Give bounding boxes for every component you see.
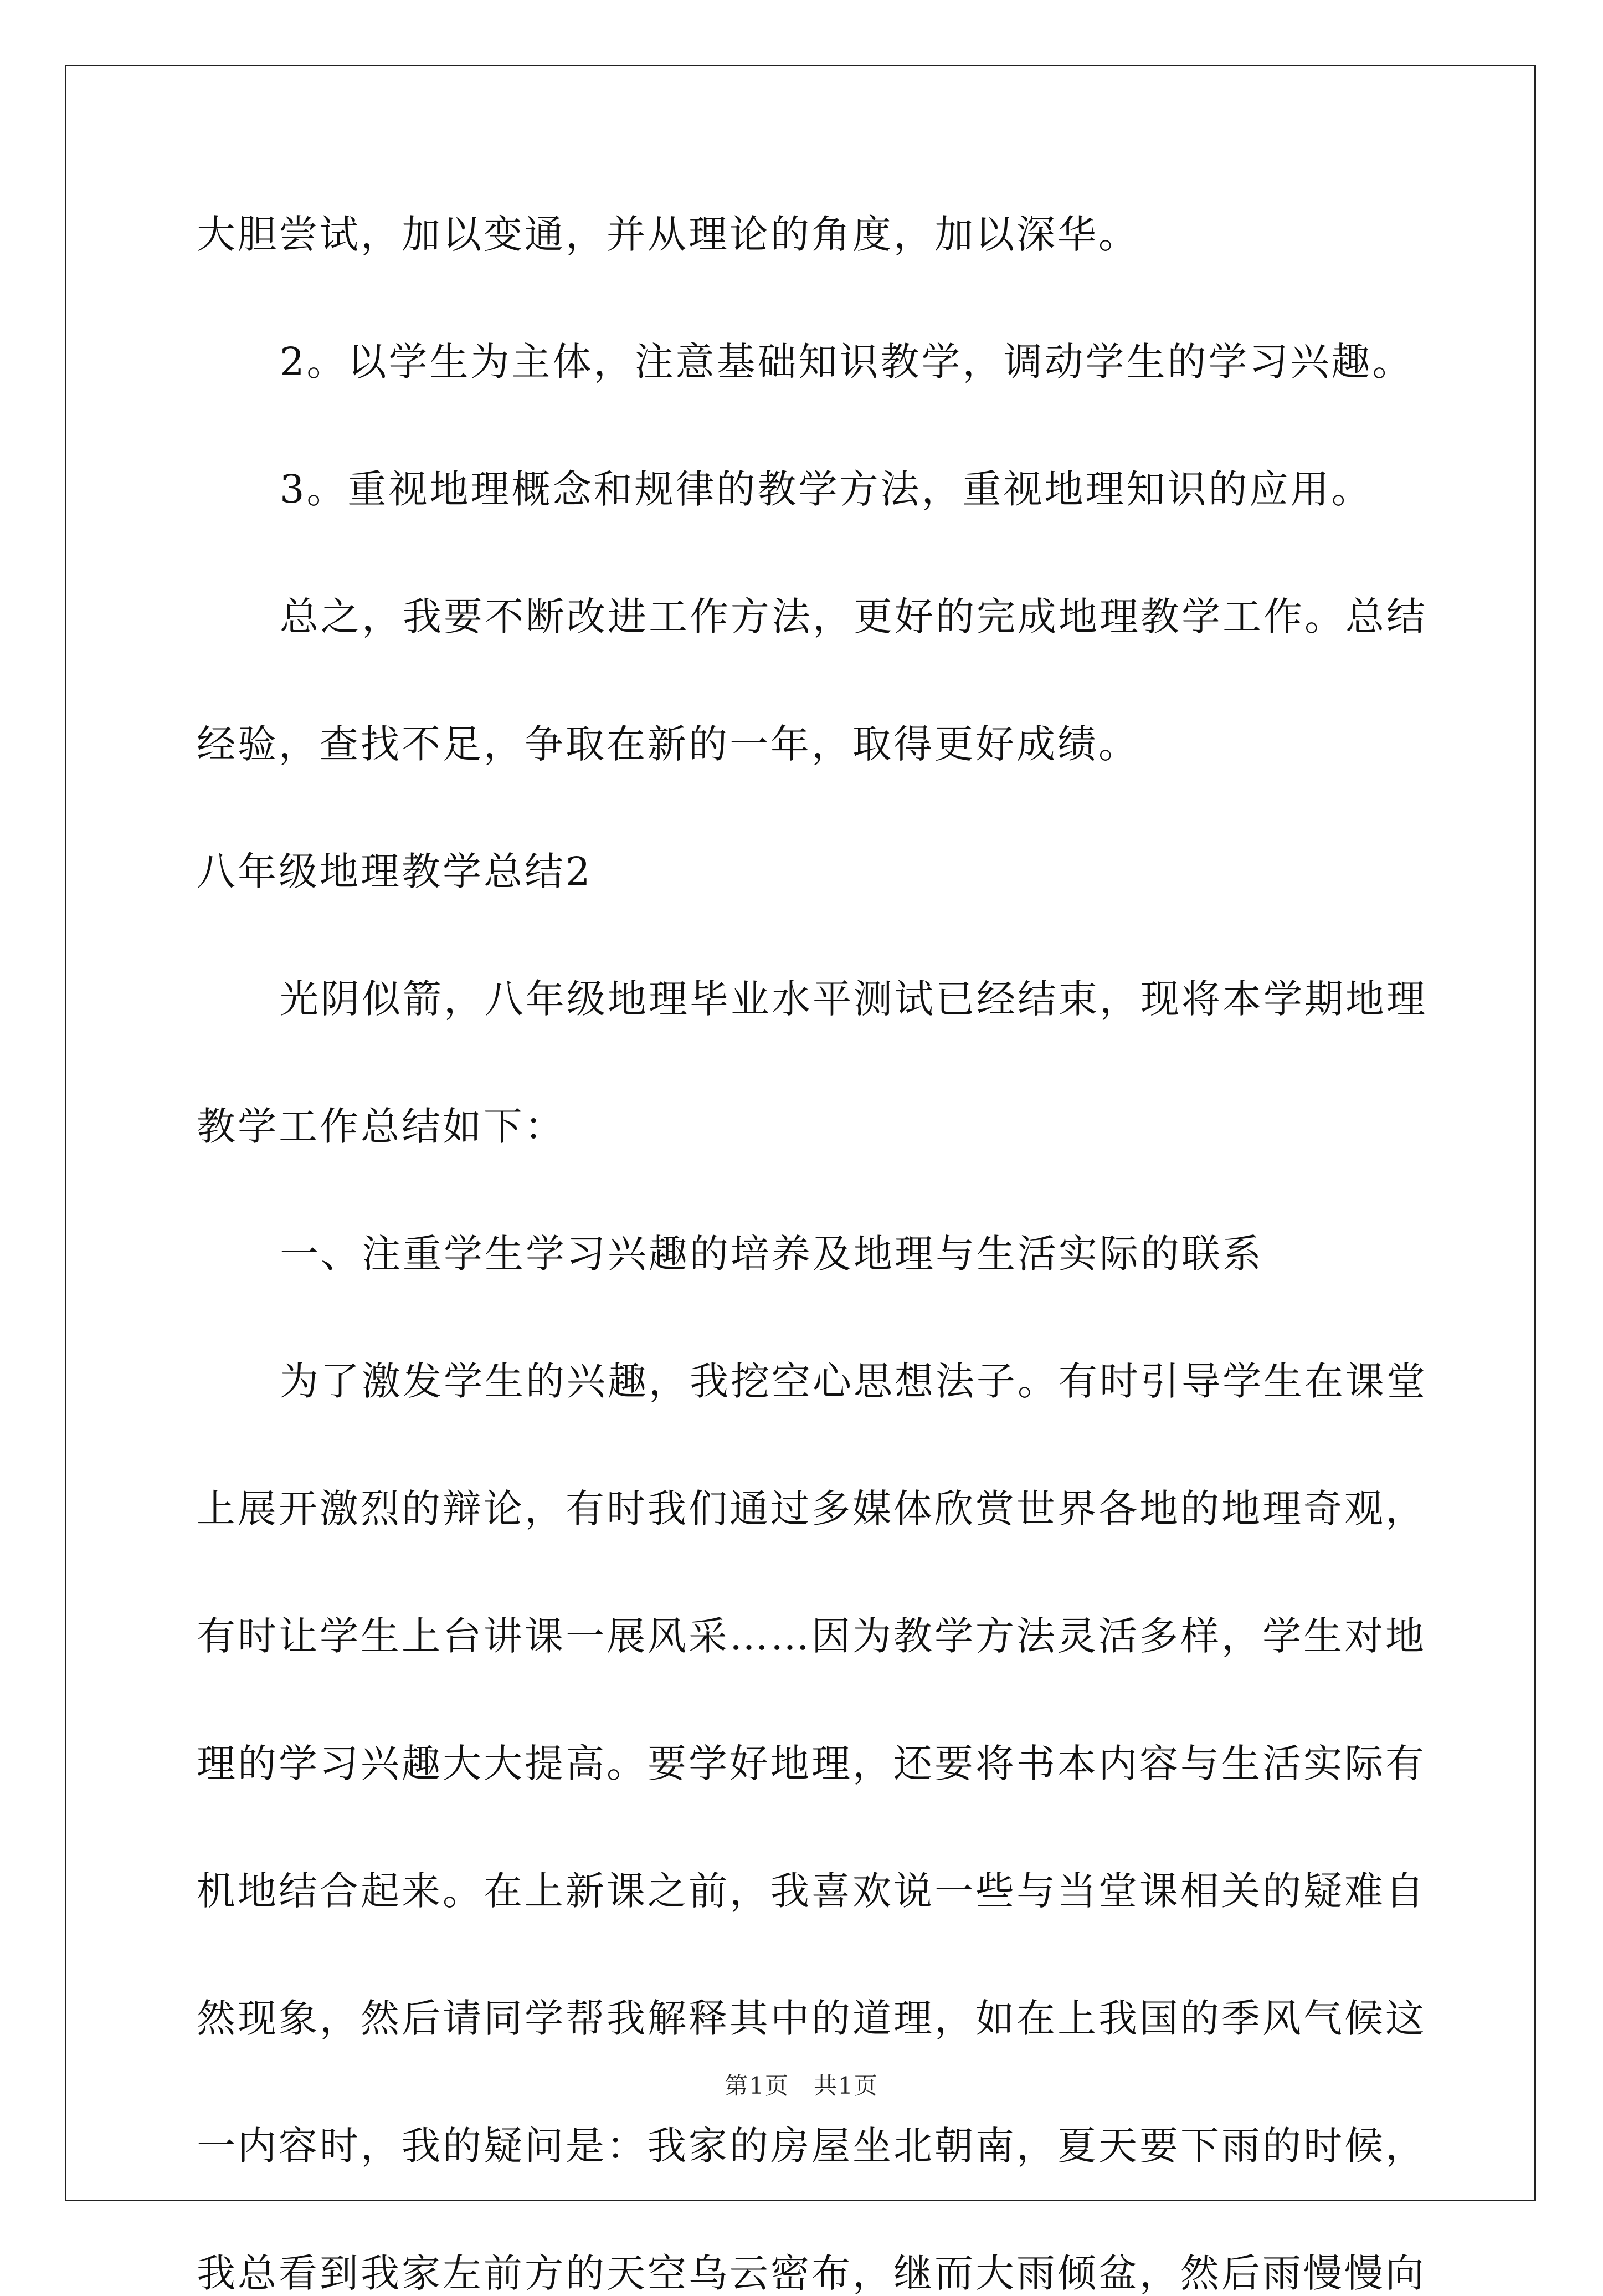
body-text-line: 然现象，然后请同学帮我解释其中的道理，如在上我国的季风气候这 [197,1996,1426,2041]
body-text-line: 上展开激烈的辩论，有时我们通过多媒体欣赏世界各地的地理奇观， [197,1486,1426,1531]
body-text-line: 经验，查找不足，争取在新的一年，取得更好成绩。 [197,721,1139,767]
body-text-line: 教学工作总结如下： [197,1104,566,1149]
body-text-line: 我总看到我家左前方的天空乌云密布，继而大雨倾盆，然后雨慢慢向 [197,2251,1426,2296]
section-heading: 八年级地理教学总结2 [197,849,593,894]
paragraph-first-line: 光阴似箭，八年级地理毕业水平测试已经结束，现将本学期地理 [280,976,1427,1022]
body-text-line: 机地结合起来。在上新课之前，我喜欢说一些与当堂课相关的疑难自 [197,1868,1426,1914]
paragraph-first-line: 总之，我要不断改进工作方法，更好的完成地理教学工作。总结 [280,594,1427,639]
list-item-2: 2。以学生为主体，注意基础知识教学，调动学生的学习兴趣。 [280,339,1414,385]
body-text-line: 一内容时，我的疑问是：我家的房屋坐北朝南，夏天要下雨的时候， [197,2123,1426,2169]
paragraph-first-line: 为了激发学生的兴趣，我挖空心思想法子。有时引导学生在课堂 [280,1359,1427,1404]
page-number-footer: 第1页 共1页 [725,2072,878,2099]
body-text-line: 理的学习兴趣大大提高。要学好地理，还要将书本内容与生活实际有 [197,1741,1426,1786]
body-text-line: 有时让学生上台讲课一展风采……因为教学方法灵活多样，学生对地 [197,1613,1426,1659]
subsection-heading: 一、注重学生学习兴趣的培养及地理与生活实际的联系 [280,1231,1263,1277]
list-item-3: 3。重视地理概念和规律的教学方法，重视地理知识的应用。 [280,467,1373,512]
body-text-line: 大胆尝试，加以变通，并从理论的角度，加以深华。 [197,212,1139,257]
